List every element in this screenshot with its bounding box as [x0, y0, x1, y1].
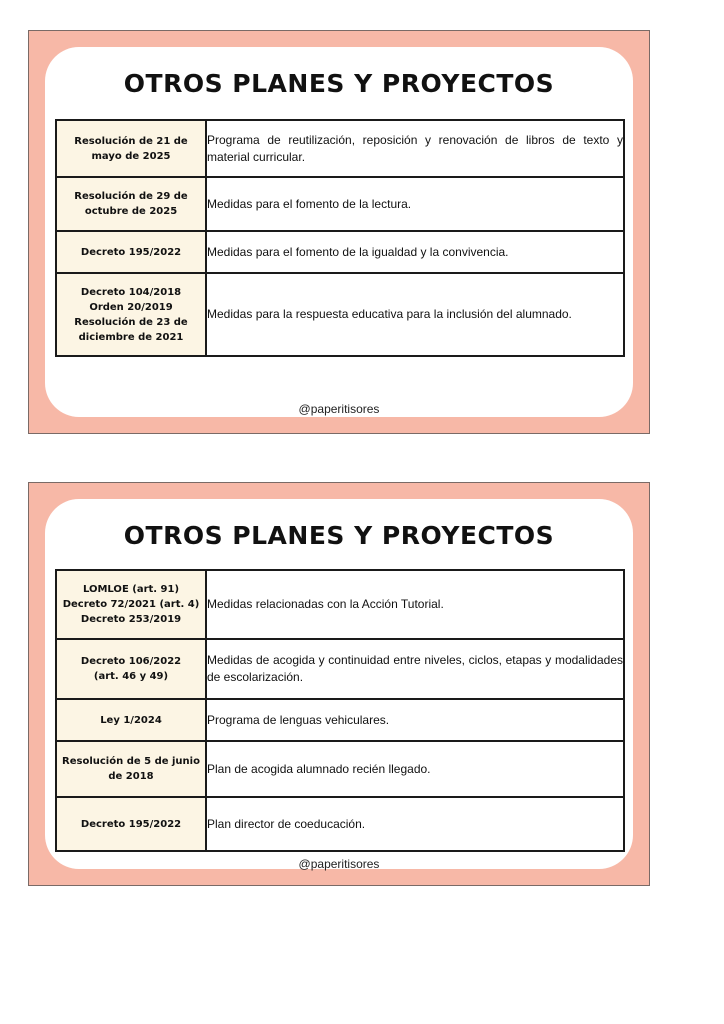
table-row: [56, 273, 624, 356]
card-1-table: [55, 119, 625, 357]
reference-line: de 2018: [108, 771, 154, 782]
description-cell: Medidas de acogida y continuidad entre niveles, ciclos, etapas y modalidades de escolarización.: [206, 639, 624, 699]
reference-line: Decreto 253/2019: [80, 614, 182, 625]
card-2: [28, 482, 650, 886]
reference-cell: [56, 699, 206, 741]
reference-cell: [56, 797, 206, 851]
reference-cell: [56, 570, 206, 639]
reference-line: Decreto 195/2022: [80, 246, 182, 258]
description-cell: Medidas para la respuesta educativa para la inclusión del alumnado.: [206, 273, 624, 356]
table-row: [56, 699, 624, 741]
card-2-title: OTROS PLANES Y PROYECTOS: [123, 521, 555, 550]
reference-cell: [56, 231, 206, 273]
reference-line: octubre de 2025: [84, 206, 178, 217]
table-row: [56, 120, 624, 177]
card-2-table: [55, 569, 625, 852]
card-2-panel: [45, 499, 633, 869]
table-row: [56, 570, 624, 639]
author-handle: @paperitisores: [298, 857, 380, 871]
reference-line: mayo de 2025: [91, 150, 171, 162]
reference-cell: [56, 273, 206, 356]
reference-line: Decreto 72/2021 (art. 4): [62, 599, 200, 610]
reference-line: Decreto 195/2022: [80, 818, 182, 830]
reference-cell: [56, 639, 206, 699]
table-row: [56, 741, 624, 797]
author-handle: @paperitisores: [298, 402, 380, 416]
card-1-panel: [45, 47, 633, 417]
reference-line: diciembre de 2021: [78, 331, 184, 343]
description-cell: Programa de reutilización, reposición y renovación de libros de texto y material curricular.: [206, 120, 624, 177]
table-row: [56, 177, 624, 231]
description-cell: Plan de acogida alumnado recién llegado.: [206, 741, 624, 797]
reference-line: Decreto 106/2022: [80, 656, 182, 667]
reference-cell: [56, 741, 206, 797]
description-cell: Medidas para el fomento de la lectura.: [206, 177, 624, 231]
card-1: [28, 30, 650, 434]
reference-line: Decreto 104/2018: [80, 286, 182, 298]
reference-line: Orden 20/2019: [89, 301, 173, 313]
reference-line: Resolución de 23 de: [74, 316, 188, 328]
description-cell: Medidas para el fomento de la igualdad y la convivencia.: [206, 231, 624, 273]
reference-line: Resolución de 21 de: [74, 135, 188, 147]
reference-cell: [56, 177, 206, 231]
description-cell: Plan director de coeducación.: [206, 797, 624, 851]
table-row: [56, 797, 624, 851]
card-1-title: OTROS PLANES Y PROYECTOS: [123, 69, 555, 98]
reference-cell: [56, 120, 206, 177]
reference-line: Ley 1/2024: [100, 714, 162, 726]
table-row: [56, 639, 624, 699]
table-row: [56, 231, 624, 273]
reference-line: LOMLOE (art. 91): [82, 584, 180, 595]
reference-line: Resolución de 5 de junio: [62, 756, 200, 767]
reference-line: (art. 46 y 49): [93, 671, 169, 682]
reference-line: Resolución de 29 de: [74, 191, 188, 202]
description-cell: Medidas relacionadas con la Acción Tutorial.: [206, 570, 624, 639]
description-cell: Programa de lenguas vehiculares.: [206, 699, 624, 741]
